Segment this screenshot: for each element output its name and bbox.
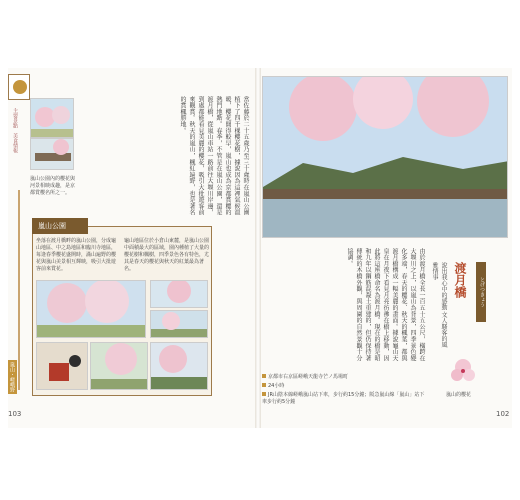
park-photo-3 — [150, 310, 208, 338]
title-romaji: とげつきょう — [476, 262, 486, 322]
chapter-icon — [13, 80, 27, 94]
page-subtitle: 說出我心中的感動 文人騷客的風雅情事 — [431, 262, 447, 348]
sidebar-label: 嵐山・嵯峨野 — [9, 362, 15, 392]
left-page-number: 103 — [8, 410, 22, 418]
info-hours: 24小時 — [262, 383, 427, 390]
right-body-text: 由於渡月橋全長一百五十五公尺，橫跨在大堰川之上，以嵐山為背景，四季景色變化多端，春天的櫻花、秋天的楓葉，都與渡月橋構成一幅美麗的畫面。據說龜山天皇在月夜下看見月亮彷彿在橋上移動，因此將這座橋命名為渡月橋。現在的橋是昭和九年以鋼筋混凝土重建的，但仍保持著傳統的木橋外觀，與周圍的自然景觀十分協調。 — [346, 248, 425, 362]
small-photo-1 — [30, 98, 74, 138]
info-access: JR山陰本線嵯峨嵐山站下車，步行約15分鐘；阪急嵐山線「嵐山」站下車步行約5分鐘 — [262, 392, 425, 405]
park-photo-6 — [150, 342, 208, 390]
park-photo-1 — [36, 280, 146, 338]
clock-icon — [262, 383, 266, 387]
main-photo-togetsukyo — [262, 76, 508, 238]
park-photo-4 — [36, 342, 88, 390]
toc-item-1: 主要景點 — [12, 108, 18, 128]
book-gutter — [255, 68, 261, 428]
sakura-flower-image — [448, 355, 478, 391]
park-photo-2 — [150, 280, 208, 308]
page-title: 渡月橋 — [453, 262, 467, 298]
chapter-tab — [8, 74, 30, 100]
box-text-left: 坐落在渡月橋畔的嵐山公園，分成龜山地區、中之島地區和臨川寺地區，每逢春季櫻花盛開時，滿山遍野的櫻花與嵐山美景相互輝映，吸引大批遊客前來賞花。 — [36, 238, 117, 272]
toc-items — [12, 108, 19, 153]
toc-item-2: 美食情報 — [12, 133, 18, 153]
train-icon — [262, 392, 266, 396]
right-page-number: 102 — [496, 410, 510, 418]
info-block — [262, 374, 427, 408]
box-text-right: 龜山地區位於小倉山東麓，是嵐山公園中面積最大的區域，園內種植了大量的櫻花樹和楓樹，四季景色各有特色，尤其是春天的櫻花與秋天的紅葉最為著名。 — [124, 238, 210, 272]
photo-caption: 嵐山公園內的櫻花與河景相映成趣，是京都賞櫻名所之一。 — [30, 176, 76, 196]
park-photo-5 — [90, 342, 148, 390]
flower-caption: 嵐山的櫻花 — [446, 392, 472, 398]
small-photo-2 — [30, 138, 74, 170]
address-icon — [262, 374, 266, 378]
left-body-text: 當佐藤於二十五歲乃至三十歲時在嵐山公園植下了四千棵櫻花樹，據說因為這裡氣候溫暖，櫻花開得較早，嵐山也成為京都賞櫻的熱門地點。春季，不管是在嵐山公園，還是渡月橋，從嵐山車站一路前往大堰川岸邊，到處都能看見美麗的櫻花，吸引大批遊客前來觀賞。秋天的嵐山，楓紅遍野，也是著名的賞楓勝地。 — [179, 96, 249, 216]
side-decoration-line — [18, 190, 20, 390]
info-address: 京都市右京區嵯峨天龍寺芒ノ馬場町 — [262, 374, 427, 381]
box-title: 嵐山公園 — [32, 218, 88, 234]
